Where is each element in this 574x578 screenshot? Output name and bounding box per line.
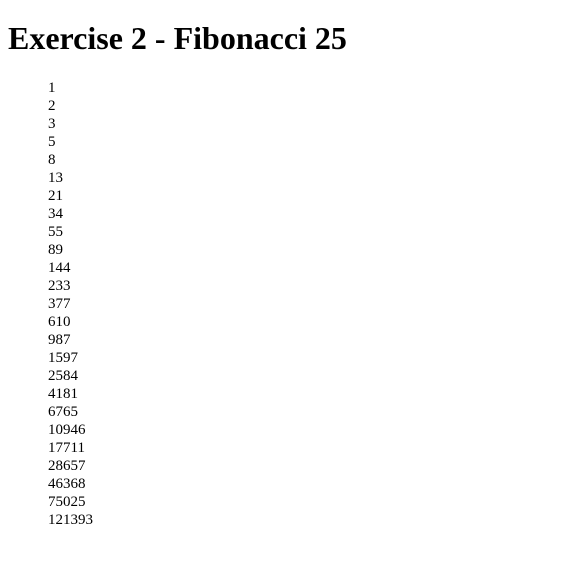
fibonacci-number: 5 — [48, 134, 56, 150]
fibonacci-number: 2584 — [48, 368, 78, 384]
fibonacci-number: 21 — [48, 188, 63, 204]
fibonacci-number: 55 — [48, 224, 63, 240]
fibonacci-number: 46368 — [48, 476, 86, 492]
fibonacci-number: 17711 — [48, 440, 85, 456]
fibonacci-number: 6765 — [48, 404, 78, 420]
fibonacci-number: 3 — [48, 116, 56, 132]
fibonacci-number: 13 — [48, 170, 63, 186]
fibonacci-number: 987 — [48, 332, 71, 348]
page-title: Exercise 2 - Fibonacci 25 — [8, 20, 347, 56]
fibonacci-number: 377 — [48, 296, 71, 312]
fibonacci-number: 233 — [48, 278, 71, 294]
fibonacci-number: 28657 — [48, 458, 86, 474]
fibonacci-number: 89 — [48, 242, 63, 258]
fibonacci-number: 1597 — [48, 350, 78, 366]
fibonacci-number: 34 — [48, 206, 63, 222]
fibonacci-number: 121393 — [48, 512, 93, 528]
fibonacci-number: 10946 — [48, 422, 86, 438]
fibonacci-number: 610 — [48, 314, 71, 330]
fibonacci-number: 2 — [48, 98, 56, 114]
fibonacci-number: 8 — [48, 152, 56, 168]
fibonacci-number: 144 — [48, 260, 71, 276]
fibonacci-number: 1 — [48, 80, 56, 96]
fibonacci-number: 4181 — [48, 386, 78, 402]
fibonacci-list — [48, 79, 93, 529]
fibonacci-number: 75025 — [48, 494, 86, 510]
